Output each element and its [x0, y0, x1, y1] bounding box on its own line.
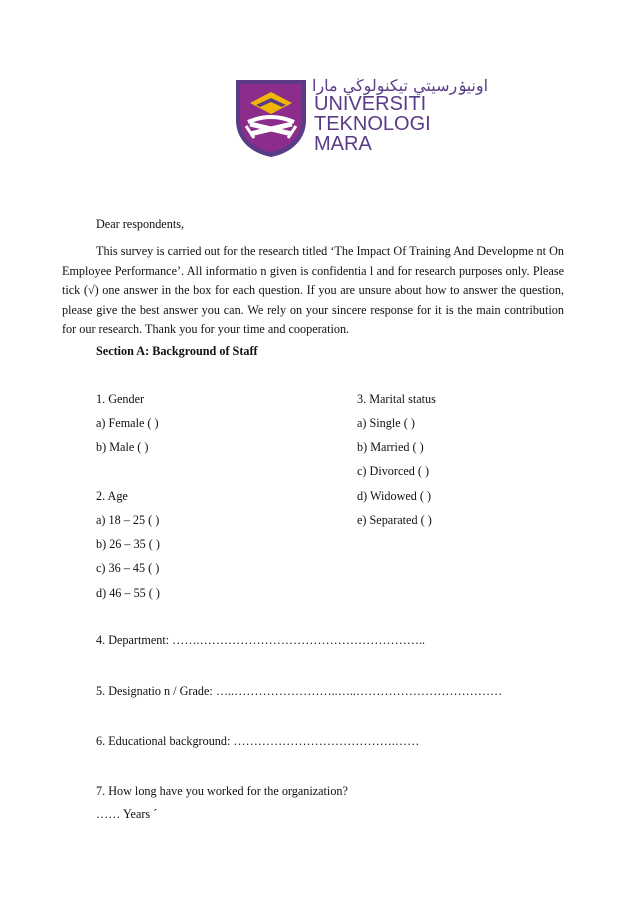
marital-option-divorced[interactable]: c) Divorced ( )	[357, 464, 430, 478]
age-option-26-35[interactable]: b) 26 – 35 ( )	[96, 537, 160, 551]
jawi-wordmark: اونيۏرسيتي تيكنولوڬي مارا	[312, 76, 489, 95]
marital-option-married[interactable]: b) Married ( )	[357, 440, 424, 454]
gender-question: 1. Gender	[96, 392, 145, 406]
age-option-18-25[interactable]: a) 18 – 25 ( )	[96, 513, 160, 527]
department-field[interactable]: 4. Department: …….………………………………………………..	[96, 633, 426, 647]
marital-option-separated[interactable]: e) Separated ( )	[357, 513, 432, 527]
marital-option-widowed[interactable]: d) Widowed ( )	[357, 489, 432, 503]
gender-option-female[interactable]: a) Female ( )	[96, 416, 159, 430]
age-option-36-45[interactable]: c) 36 – 45 ( )	[96, 561, 160, 575]
wordmark-line-1: UNIVERSITI	[314, 93, 427, 115]
salutation: Dear respondents,	[96, 217, 184, 231]
marital-option-single[interactable]: a) Single ( )	[357, 416, 415, 430]
university-wordmark	[314, 94, 431, 154]
gender-option-male[interactable]: b) Male ( )	[96, 440, 149, 454]
section-a-title: Section A: Background of Staff	[96, 344, 258, 358]
tenure-years-field[interactable]: …… Years ´	[96, 807, 158, 821]
age-option-46-55[interactable]: d) 46 – 55 ( )	[96, 586, 160, 600]
uitm-logo	[234, 76, 489, 158]
uitm-crest-icon	[234, 76, 308, 158]
marital-status-question: 3. Marital status	[357, 392, 436, 406]
age-question: 2. Age	[96, 489, 128, 503]
designation-field[interactable]: 5. Designatio n / Grade: …..……………………..…..………………………………	[96, 684, 503, 698]
intro-paragraph: This survey is carried out for the research titled ‘The Impact Of Training And Developme nt On Employee Performance’. All informatio n given is confidentia l and for research purposes only. Please tick (√) one answer in the box for each question. If you are unsure about how to answer the question, please give the best answer you can. We rely on your sincere response for it is the main contribution for our research. Thank you for your time and cooperation.	[62, 244, 564, 337]
wordmark-line-2: TEKNOLOGI	[314, 113, 431, 135]
education-field[interactable]: 6. Educational background: ………………………………….……	[96, 734, 420, 748]
tenure-question: 7. How long have you worked for the organization?	[96, 784, 348, 798]
wordmark-line-3: MARA	[314, 133, 372, 155]
